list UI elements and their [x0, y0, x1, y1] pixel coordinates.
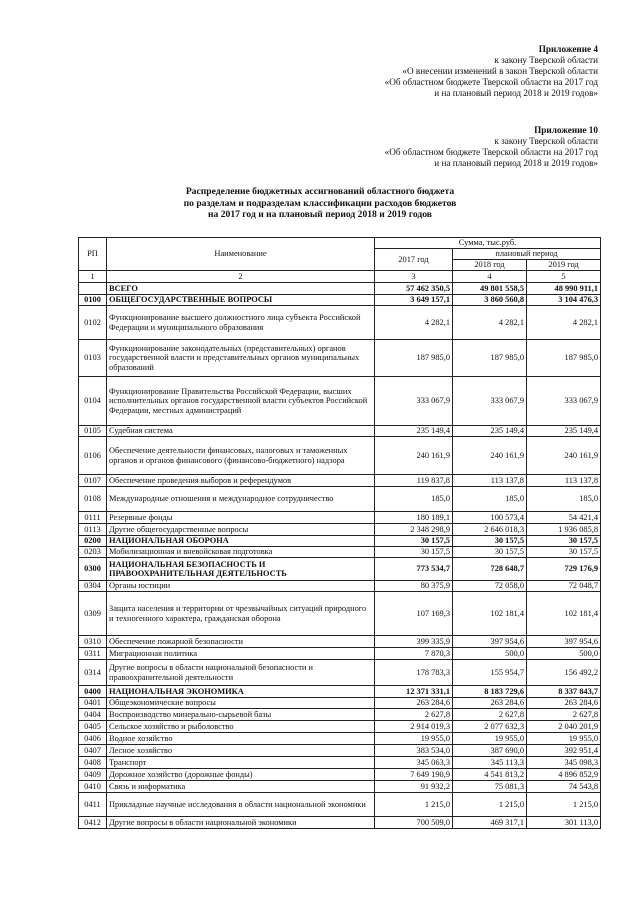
table-row	[79, 512, 601, 524]
table-row	[79, 648, 601, 660]
row-code: 0309	[79, 592, 107, 636]
table-row	[79, 769, 601, 781]
appendix-10-line: и на плановый период 2018 и 2019 годов»	[434, 158, 598, 168]
value-2017: 91 932,2	[375, 781, 453, 793]
value-2018: 49 801 558,5	[453, 283, 527, 295]
value-2019: 333 067,9	[527, 377, 601, 426]
row-name: Обеспечение проведения выборов и референдумов	[107, 475, 375, 487]
appendix-10-title: Приложение 10	[534, 125, 598, 135]
table-row	[79, 636, 601, 648]
value-2018: 2 077 632,3	[453, 721, 527, 733]
value-2017: 240 161,9	[375, 437, 453, 475]
value-2019: 500,0	[527, 648, 601, 660]
value-2019: 8 337 843,7	[527, 686, 601, 698]
table-row	[79, 377, 601, 426]
value-2018: 397 954,6	[453, 636, 527, 648]
value-2018: 2 646 018,3	[453, 524, 527, 536]
row-name: Другие общегосударственные вопросы	[107, 524, 375, 536]
row-code: 0409	[79, 769, 107, 781]
value-2018: 72 058,0	[453, 581, 527, 592]
table-row	[79, 487, 601, 512]
row-code: 0300	[79, 558, 107, 581]
value-2019: 102 181,4	[527, 592, 601, 636]
appendix-4-header	[385, 44, 598, 99]
value-2019: 74 543,8	[527, 781, 601, 793]
value-2017: 2 348 298,9	[375, 524, 453, 536]
row-code: 0407	[79, 745, 107, 757]
row-code	[79, 283, 107, 295]
row-name: ОБЩЕГОСУДАРСТВЕННЫЕ ВОПРОСЫ	[107, 295, 375, 306]
value-2017: 30 157,5	[375, 536, 453, 547]
value-2017: 7 649 190,9	[375, 769, 453, 781]
appendix-4-line: «Об областном бюджете Тверской области на 2017 год	[384, 77, 598, 87]
value-2019: 54 421,4	[527, 512, 601, 524]
table-row	[79, 306, 601, 340]
title-line: Распределение бюджетных ассигнований областного бюджета	[185, 186, 455, 197]
row-name: Обеспечение деятельности финансовых, налоговых и таможенных органов и органов финансового (финансово-бюджетного) надзора	[107, 437, 375, 475]
value-2018: 1 215,0	[453, 793, 527, 817]
table-row	[79, 733, 601, 745]
table-row	[79, 757, 601, 769]
value-2019: 235 149,4	[527, 426, 601, 437]
value-2019: 392 951,4	[527, 745, 601, 757]
row-code: 0311	[79, 648, 107, 660]
row-name: Международные отношения и международное сотрудничество	[107, 487, 375, 512]
header-col-number: 3	[375, 271, 453, 283]
table-row	[79, 475, 601, 487]
value-2018: 19 955,0	[453, 733, 527, 745]
header-col-number: 1	[79, 271, 107, 283]
value-2017: 235 149,4	[375, 426, 453, 437]
value-2019: 4 282,1	[527, 306, 601, 340]
value-2017: 180 189,1	[375, 512, 453, 524]
value-2018: 387 690,0	[453, 745, 527, 757]
value-2017: 2 627,8	[375, 709, 453, 721]
row-name: Другие вопросы в области национальной экономики	[107, 817, 375, 829]
value-2019: 30 157,5	[527, 547, 601, 558]
header-col-number: 2	[107, 271, 375, 283]
value-2017: 399 335,9	[375, 636, 453, 648]
value-2017: 263 284,6	[375, 698, 453, 709]
table-row	[79, 283, 601, 295]
value-2018: 102 181,4	[453, 592, 527, 636]
title-line: на 2017 год и на плановый период 2018 и 2019 годов	[208, 209, 432, 220]
row-name: Мобилизационная и вневойсковая подготовка	[107, 547, 375, 558]
value-2018: 345 113,3	[453, 757, 527, 769]
row-name: Дорожное хозяйство (дорожные фонды)	[107, 769, 375, 781]
value-2017: 57 462 350,5	[375, 283, 453, 295]
row-code: 0410	[79, 781, 107, 793]
row-code: 0412	[79, 817, 107, 829]
value-2018: 185,0	[453, 487, 527, 512]
value-2018: 500,0	[453, 648, 527, 660]
value-2018: 235 149,4	[453, 426, 527, 437]
appendix-4-line: «О внесении изменений в закон Тверской области	[402, 66, 598, 76]
row-name: Транспорт	[107, 757, 375, 769]
value-2017: 187 985,0	[375, 340, 453, 377]
row-name: НАЦИОНАЛЬНАЯ ЭКОНОМИКА	[107, 686, 375, 698]
title-line: по разделам и подразделам классификации расходов бюджетов	[183, 197, 457, 209]
value-2018: 100 573,4	[453, 512, 527, 524]
row-code: 0107	[79, 475, 107, 487]
value-2019: 72 048,7	[527, 581, 601, 592]
value-2018: 4 282,1	[453, 306, 527, 340]
table-row	[79, 781, 601, 793]
row-code: 0104	[79, 377, 107, 426]
value-2018: 4 541 813,2	[453, 769, 527, 781]
header-2017: 2017 год	[375, 249, 453, 271]
table-row	[79, 340, 601, 377]
value-2018: 728 648,7	[453, 558, 527, 581]
document-title	[0, 186, 640, 221]
row-name: Лесное хозяйство	[107, 745, 375, 757]
row-name: НАЦИОНАЛЬНАЯ ОБОРОНА	[107, 536, 375, 547]
row-code: 0105	[79, 426, 107, 437]
row-code: 0113	[79, 524, 107, 536]
header-col-number: 5	[527, 271, 601, 283]
value-2017: 383 534,0	[375, 745, 453, 757]
row-name: ВСЕГО	[107, 283, 375, 295]
value-2019: 2 040 201,9	[527, 721, 601, 733]
table-row	[79, 817, 601, 829]
appendix-10-line: к закону Тверской области	[494, 136, 598, 146]
row-name: Прикладные научные исследования в области национальной экономики	[107, 793, 375, 817]
budget-table	[78, 237, 601, 829]
row-name: Обеспечение пожарной безопасности	[107, 636, 375, 648]
row-name: Водное хозяйство	[107, 733, 375, 745]
value-2019: 156 492,2	[527, 660, 601, 686]
header-2018: 2018 год	[453, 260, 527, 271]
value-2018: 113 137,8	[453, 475, 527, 487]
row-code: 0111	[79, 512, 107, 524]
table-row	[79, 660, 601, 686]
value-2017: 4 282,1	[375, 306, 453, 340]
value-2018: 30 157,5	[453, 547, 527, 558]
value-2017: 19 955,0	[375, 733, 453, 745]
row-code: 0408	[79, 757, 107, 769]
header-sum: Сумма, тыс.руб.	[375, 238, 601, 249]
value-2019: 263 284,6	[527, 698, 601, 709]
row-name: Функционирование Правительства Российской Федерации, высших исполнительных органов государственной власти субъектов Российской Федерации, местных администраций	[107, 377, 375, 426]
value-2019: 19 955,0	[527, 733, 601, 745]
row-code: 0304	[79, 581, 107, 592]
value-2019: 240 161,9	[527, 437, 601, 475]
table-row	[79, 295, 601, 306]
table-row	[79, 698, 601, 709]
table-body	[79, 283, 601, 829]
row-name: НАЦИОНАЛЬНАЯ БЕЗОПАСНОСТЬ И ПРАВООХРАНИТЕЛЬНАЯ ДЕЯТЕЛЬНОСТЬ	[107, 558, 375, 581]
header-2019: 2019 год	[527, 260, 601, 271]
appendix-10-line: «Об областном бюджете Тверской области на 2017 год	[384, 147, 598, 157]
row-name: Общеэкономические вопросы	[107, 698, 375, 709]
row-name: Воспроизводство минерально-сырьевой базы	[107, 709, 375, 721]
row-name: Миграционная политика	[107, 648, 375, 660]
row-code: 0310	[79, 636, 107, 648]
row-name: Функционирование законодательных (представительных) органов государственной власти и представительных органов муниципальных образований	[107, 340, 375, 377]
row-name: Сельское хозяйство и рыболовство	[107, 721, 375, 733]
appendix-4-title: Приложение 4	[538, 44, 598, 54]
table-row	[79, 686, 601, 698]
value-2017: 333 067,9	[375, 377, 453, 426]
value-2017: 80 375,9	[375, 581, 453, 592]
table-row	[79, 524, 601, 536]
header-planned-period: плановый период	[453, 249, 601, 260]
value-2019: 4 896 852,9	[527, 769, 601, 781]
value-2018: 75 081,3	[453, 781, 527, 793]
row-code: 0108	[79, 487, 107, 512]
table-row	[79, 745, 601, 757]
value-2017: 30 157,5	[375, 547, 453, 558]
row-name: Функционирование высшего должностного лица субъекта Российской Федерации и муниципального образования	[107, 306, 375, 340]
row-code: 0203	[79, 547, 107, 558]
value-2018: 155 954,7	[453, 660, 527, 686]
row-name: Другие вопросы в области национальной безопасности и правоохранительной деятельности	[107, 660, 375, 686]
value-2017: 773 534,7	[375, 558, 453, 581]
row-name: Резервные фонды	[107, 512, 375, 524]
value-2017: 1 215,0	[375, 793, 453, 817]
value-2018: 2 627,8	[453, 709, 527, 721]
value-2017: 7 870,3	[375, 648, 453, 660]
header-rp: РП	[79, 238, 107, 271]
table-row	[79, 426, 601, 437]
value-2019: 729 176,9	[527, 558, 601, 581]
table-row	[79, 581, 601, 592]
value-2017: 178 783,3	[375, 660, 453, 686]
value-2018: 3 860 560,8	[453, 295, 527, 306]
row-code: 0404	[79, 709, 107, 721]
row-code: 0406	[79, 733, 107, 745]
row-code: 0405	[79, 721, 107, 733]
value-2019: 113 137,8	[527, 475, 601, 487]
value-2019: 48 990 911,1	[527, 283, 601, 295]
value-2019: 345 098,3	[527, 757, 601, 769]
value-2019: 3 104 476,3	[527, 295, 601, 306]
row-code: 0411	[79, 793, 107, 817]
table-row	[79, 793, 601, 817]
row-name: Связь и информатика	[107, 781, 375, 793]
value-2019: 2 627,8	[527, 709, 601, 721]
row-name: Защита населения и территории от чрезвычайных ситуаций природного и техногенного характера, гражданская оборона	[107, 592, 375, 636]
appendix-4-line: к закону Тверской области	[494, 55, 598, 65]
value-2018: 469 317,1	[453, 817, 527, 829]
row-code: 0102	[79, 306, 107, 340]
value-2018: 263 284,6	[453, 698, 527, 709]
value-2019: 187 985,0	[527, 340, 601, 377]
value-2019: 301 113,0	[527, 817, 601, 829]
row-name: Судебная система	[107, 426, 375, 437]
value-2019: 185,0	[527, 487, 601, 512]
value-2017: 345 063,3	[375, 757, 453, 769]
header-col-number: 4	[453, 271, 527, 283]
table-row	[79, 437, 601, 475]
value-2018: 8 183 729,6	[453, 686, 527, 698]
row-code: 0200	[79, 536, 107, 547]
value-2019: 1 215,0	[527, 793, 601, 817]
value-2018: 187 985,0	[453, 340, 527, 377]
table-row	[79, 721, 601, 733]
value-2017: 12 371 331,1	[375, 686, 453, 698]
value-2019: 397 954,6	[527, 636, 601, 648]
value-2019: 30 157,5	[527, 536, 601, 547]
value-2017: 700 509,0	[375, 817, 453, 829]
table-row	[79, 547, 601, 558]
row-name: Органы юстиции	[107, 581, 375, 592]
value-2019: 1 936 085,8	[527, 524, 601, 536]
value-2017: 107 169,3	[375, 592, 453, 636]
value-2018: 333 067,9	[453, 377, 527, 426]
value-2017: 119 837,8	[375, 475, 453, 487]
table-row	[79, 558, 601, 581]
appendix-10-header	[385, 125, 598, 169]
row-code: 0314	[79, 660, 107, 686]
header-name: Наименование	[107, 238, 375, 271]
value-2017: 2 914 019,3	[375, 721, 453, 733]
table-row	[79, 536, 601, 547]
value-2018: 240 161,9	[453, 437, 527, 475]
row-code: 0103	[79, 340, 107, 377]
appendix-4-line: и на плановый период 2018 и 2019 годов»	[434, 88, 598, 98]
row-code: 0401	[79, 698, 107, 709]
value-2017: 185,0	[375, 487, 453, 512]
value-2018: 30 157,5	[453, 536, 527, 547]
row-code: 0100	[79, 295, 107, 306]
row-code: 0400	[79, 686, 107, 698]
row-code: 0106	[79, 437, 107, 475]
value-2017: 3 649 157,1	[375, 295, 453, 306]
table-row	[79, 592, 601, 636]
table-row	[79, 709, 601, 721]
